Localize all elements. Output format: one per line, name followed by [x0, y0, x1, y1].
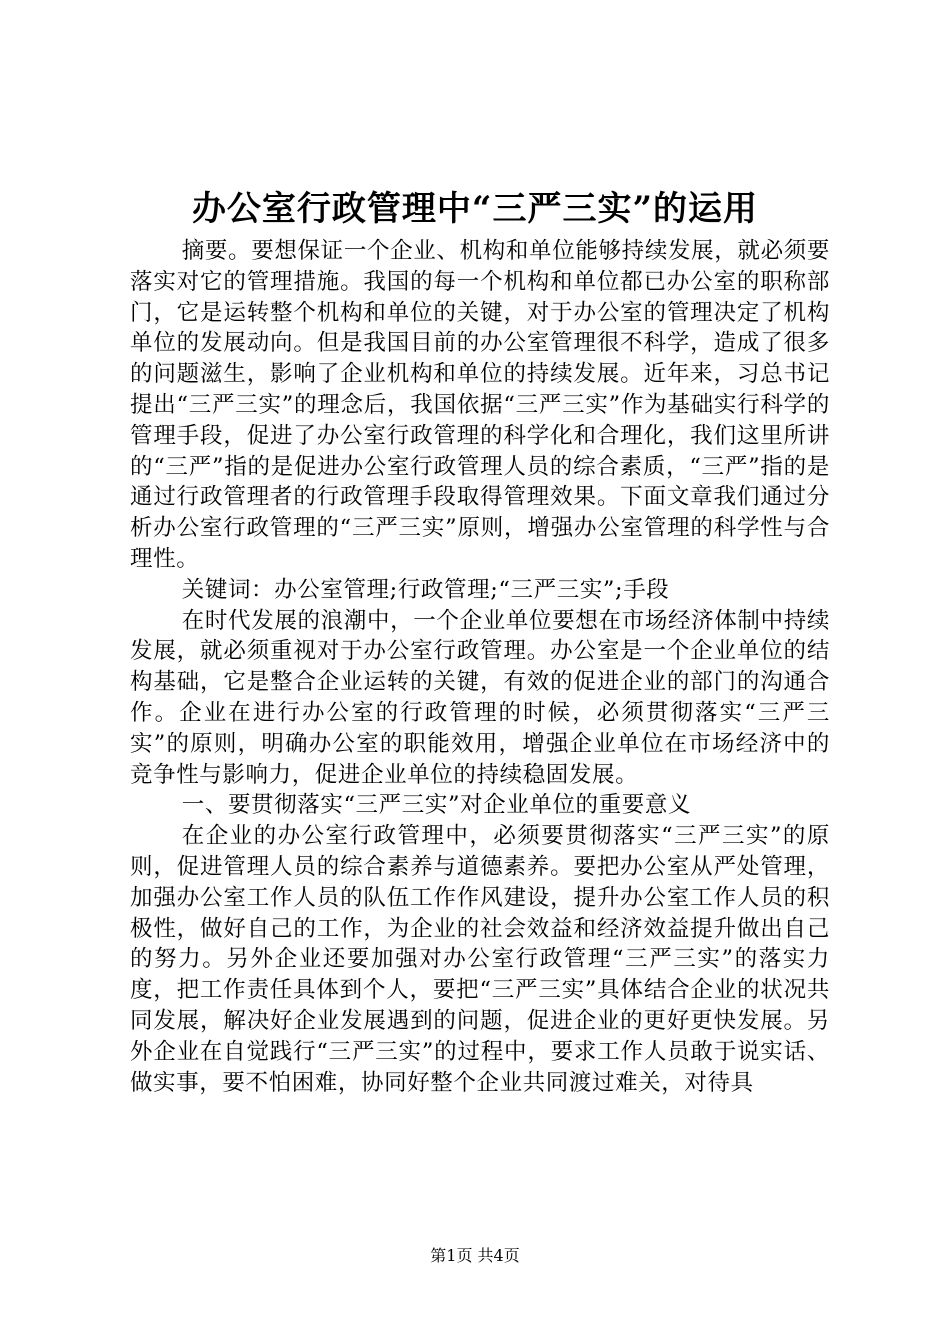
- section-heading: 一、要贯彻落实“三严三实”对企业单位的重要意义: [181, 792, 692, 819]
- intro-paragraph: 在时代发展的浪潮中，一个企业单位要想在市场经济体制中持续发展，就必须重视对于办公室行政管理。办公室是一个企业单位的结构基础，它是整合企业运转的关键，有效的促进企业的部门的沟通合作。企业在进行办公室的行政管理的时候，必须贯彻落实“三严三实”的原则，明确办公室的职能效用，增强企业单位在市场经济中的竞争性与影响力，促进企业单位的持续稳固发展。: [130, 607, 830, 788]
- abstract-paragraph: 摘要。要想保证一个企业、机构和单位能够持续发展，就必须要落实对它的管理措施。我国的每一个机构和单位都已办公室的职称部门，它是运转整个机构和单位的关键，对于办公室的管理决定了机构单位的发展动向。但是我国目前的办公室管理很不科学，造成了很多的问题滋生，影响了企业机构和单位的持续发展。近年来，习总书记提出“三严三实”的理念后，我国依据“三严三实”作为基础实行科学的管理手段，促进了办公室行政管理的科学化和合理化，我们这里所讲的“三严”指的是促进办公室行政管理人员的综合素质，“三严”指的是通过行政管理者的行政管理手段取得管理效果。下面文章我们通过分析办公室行政管理的“三严三实”原则，增强办公室管理的科学性与合理性。: [130, 238, 830, 572]
- document-title: 办公室行政管理中“三严三实”的运用: [191, 189, 759, 229]
- keywords-paragraph: 关键词：办公室管理;行政管理;“三严三实”;手段: [181, 576, 670, 603]
- document-body: [130, 236, 830, 1098]
- page-footer: 第1页 共4页: [430, 1246, 520, 1265]
- section-paragraph: 在企业的办公室行政管理中，必须要贯彻落实“三严三实”的原则，促进管理人员的综合素养与道德素养。要把办公室从严处管理，加强办公室工作人员的队伍工作作风建设，提升办公室工作人员的积极性，做好自己的工作，为企业的社会效益和经济效益提升做出自己的努力。另外企业还要加强对办公室行政管理“三严三实”的落实力度，把工作责任具体到个人，要把“三严三实”具体结合企业的状况共同发展，解决好企业发展遇到的问题，促进企业的更好更快发展。另外企业在自觉践行“三严三实”的过程中，要求工作人员敢于说实话、做实事，要不怕困难，协同好整个企业共同渡过难关，对待具: [130, 823, 830, 1096]
